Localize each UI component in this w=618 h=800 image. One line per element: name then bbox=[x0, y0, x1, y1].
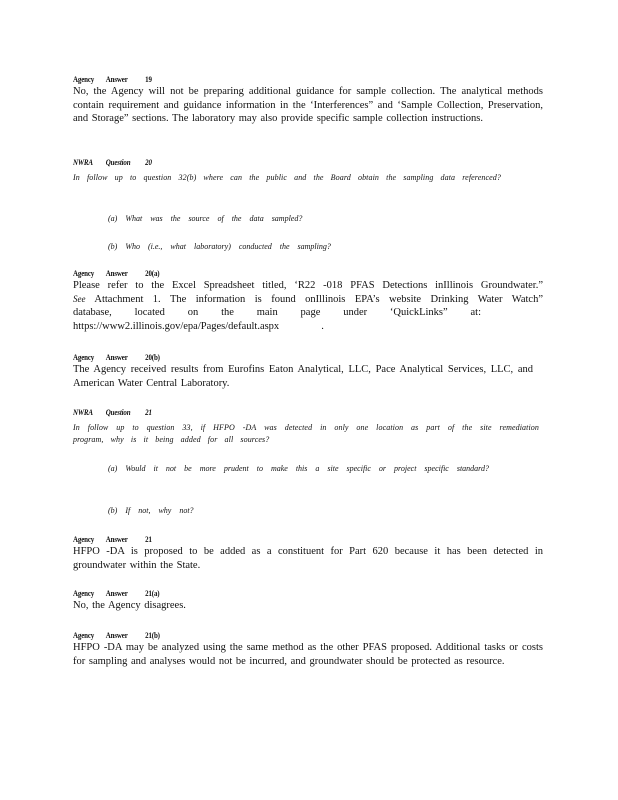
header-number: 21(b) bbox=[145, 630, 160, 640]
answer-21-block bbox=[73, 534, 543, 572]
url-period: . bbox=[321, 320, 324, 332]
header-label-answer: Answer bbox=[105, 74, 128, 84]
see-label: See bbox=[73, 293, 86, 304]
website-url[interactable]: https://www2.illinois.gov/epa/Pages/default.aspx bbox=[73, 320, 280, 332]
header-label-question: Question bbox=[105, 157, 131, 167]
header-label-agency: Agency bbox=[73, 534, 95, 544]
answer-21-header bbox=[73, 534, 458, 545]
header-label-answer: Answer bbox=[105, 588, 128, 598]
answer-19-block bbox=[73, 74, 543, 126]
header-number: 20(b) bbox=[145, 352, 160, 362]
header-label-agency: Agency bbox=[73, 74, 95, 84]
answer-21a-text: No, the Agency disagrees. bbox=[73, 600, 186, 611]
header-label-answer: Answer bbox=[105, 352, 128, 362]
question-21-sub-b: (b) If not, why not? bbox=[108, 506, 194, 515]
answer-20b-block bbox=[73, 352, 543, 390]
header-label-answer: Answer bbox=[105, 630, 128, 640]
answer-20b-text: The Agency received results from Eurofins Eaton Analytical, LLC, Pace Analytical Services, LLC, and American Water Central Laboratory. bbox=[73, 364, 533, 389]
answer-21-text: HFPO -DA is proposed to be added as a constituent for Part 620 because it has been detected in groundwater within the State. bbox=[73, 546, 543, 571]
answer-20a-line-1: Please refer to the Excel Spreadsheet titled, ‘R22 -018 PFAS Detections inIllinois Groundwater.” bbox=[73, 280, 543, 291]
question-21-text: In follow up to question 33, if HFPO -DA was detected in only one location as part of the site remediation program, why is it being added for all sources? bbox=[73, 423, 539, 444]
header-label-answer: Answer bbox=[105, 534, 128, 544]
header-label-agency: Agency bbox=[73, 588, 95, 598]
question-20-text: In follow up to question 32(b) where can the public and the Board obtain the sampling data referenced? bbox=[73, 173, 501, 182]
header-label-agency: Agency bbox=[73, 630, 95, 640]
question-20-sub-b: (b) Who (i.e., what laboratory) conducted the sampling? bbox=[108, 242, 331, 251]
question-21-header bbox=[73, 407, 458, 418]
answer-20a-block bbox=[73, 268, 543, 333]
header-number: 19 bbox=[145, 74, 152, 84]
answer-21b-header bbox=[73, 630, 458, 641]
answer-21a-header bbox=[73, 588, 458, 599]
header-number: 21 bbox=[145, 534, 152, 544]
answer-21b-block bbox=[73, 630, 543, 668]
answer-21b-text: HFPO -DA may be analyzed using the same method as the other PFAS proposed. Additional tasks or costs for sampling and analyses would not be incurred, and groundwater should be protected as resource. bbox=[73, 642, 543, 667]
answer-19-text: No, the Agency will not be preparing additional guidance for sample collection. The analytical methods contain requirement and guidance information in the ‘Interferences” and ‘Sample Collection, Preservation, and Storage” sections. The laboratory may also provide specific sample collection instructions. bbox=[73, 86, 543, 125]
answer-20a-line-2 bbox=[73, 293, 543, 307]
header-label-agency: Agency bbox=[73, 352, 95, 362]
question-20-block bbox=[73, 157, 543, 184]
answer-21a-block bbox=[73, 588, 543, 613]
answer-20a-line-3: database, located on the main page under ‘QuickLinks” at: bbox=[73, 307, 481, 319]
attachment-text: Attachment 1. The information is found onIllinois EPA’s website Drinking Water Watch” bbox=[94, 293, 543, 305]
question-21-sub-a: (a) Would it not be more prudent to make this a site specific or project specific standard? bbox=[108, 464, 489, 473]
question-21-block bbox=[73, 407, 543, 446]
header-number: 20 bbox=[145, 157, 152, 167]
header-label-question: Question bbox=[105, 407, 131, 417]
question-20-header bbox=[73, 157, 458, 168]
header-number: 20(a) bbox=[145, 268, 160, 278]
header-label-answer: Answer bbox=[105, 268, 128, 278]
question-20-sub-a: (a) What was the source of the data sampled? bbox=[108, 214, 303, 223]
header-number: 21 bbox=[145, 407, 152, 417]
answer-20a-line-4 bbox=[73, 320, 543, 334]
header-number: 21(a) bbox=[145, 588, 160, 598]
header-label-nwra: NWRA bbox=[73, 407, 93, 417]
answer-20b-header bbox=[73, 352, 458, 363]
header-label-nwra: NWRA bbox=[73, 157, 93, 167]
answer-19-header bbox=[73, 74, 458, 85]
answer-20a-header bbox=[73, 268, 458, 279]
header-label-agency: Agency bbox=[73, 268, 95, 278]
